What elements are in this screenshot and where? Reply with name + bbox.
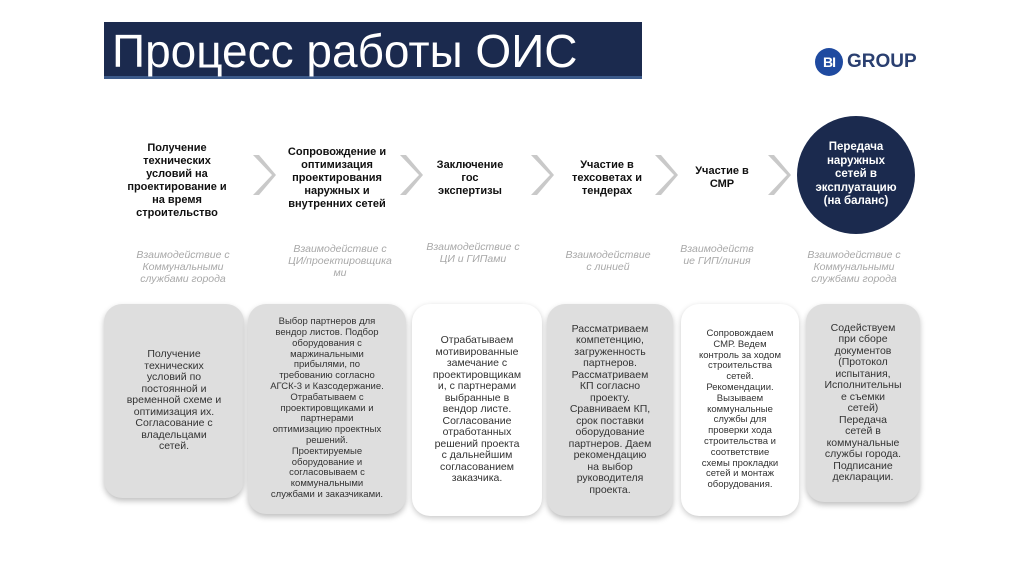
detail-card-3: Отрабатываем мотивированные замечание с проектировщикам и, с партнерами выбранные в вендор листе. Согласование отработанных решений проекта с дальнейшим согласованием заказчика. — [412, 304, 542, 516]
interaction-1: Взаимодействие с Коммунальными службами города — [136, 249, 230, 285]
step-3-label: Заключение гос экспертизы — [436, 159, 504, 197]
chevron-right-icon — [250, 153, 276, 197]
step-5-label: Участие в СМР — [695, 165, 749, 190]
detail-card-1: Получение технических условий по постоянной и временной схеме и оптимизация их. Согласование с владельцами сетей. — [104, 304, 244, 498]
interaction-6: Взаимодействие с Коммунальными службами города — [807, 249, 901, 285]
interaction-3: Взаимодействие с ЦИ и ГИПами — [426, 241, 520, 265]
detail-card-6: Содействуем при сборе документов (Протокол испытания, Исполнительны е съемки сетей) Передача сетей в коммунальные службы города. Подписание декларации. — [806, 304, 920, 502]
logo-text: GROUP — [847, 51, 917, 72]
interaction-2: Взаимодействие с ЦИ/проектировщика ми — [288, 243, 392, 279]
chevron-right-icon — [652, 153, 678, 197]
page-title: Процесс работы ОИС — [112, 25, 578, 77]
detail-card-4: Рассматриваем компетенцию, загруженность партнеров. Рассматриваем КП согласно проекту. Сравниваем КП, срок поставки оборудование партнеров. Даем рекомендацию на выбор руководителя проекта. — [547, 304, 673, 516]
chevron-right-icon — [528, 153, 554, 197]
interaction-5: Взаимодейств ие ГИП/линия — [680, 243, 754, 267]
step-6-label: Передача наружных сетей в эксплуатацию (на баланс) — [815, 141, 897, 208]
logo-mark: BI — [815, 48, 843, 76]
step-6-circle — [797, 116, 915, 234]
title-bar — [104, 22, 642, 79]
interaction-4: Взаимодействие с линией — [565, 249, 651, 273]
step-4-label: Участие в техсоветах и тендерах — [571, 159, 643, 197]
chevron-right-icon — [397, 153, 423, 197]
step-2-label: Сопровождение и оптимизация проектирования наружных и внутренних сетей — [287, 146, 387, 210]
chevron-right-icon — [765, 153, 791, 197]
detail-card-5: Сопровождаем СМР. Ведем контроль за ходом строительства сетей. Рекомендации. Вызываем коммунальные службы для проверки хода строительства и соответствие схемы прокладки сетей и монтаж оборудования. — [681, 304, 799, 516]
detail-card-2: Выбор партнеров для вендор листов. Подбор оборудования с маржинальными прибылями, по требованию согласно АГСК-3 и Казсодержание. Отрабатываем с проектировщиками и партнерами оптимизацию проектных решений. Проектируемые оборудование и согласовываем с коммунальными службами и заказчиками. — [248, 304, 406, 514]
step-1-label: Получение технических условий на проектирование и на время строительство — [127, 142, 227, 219]
